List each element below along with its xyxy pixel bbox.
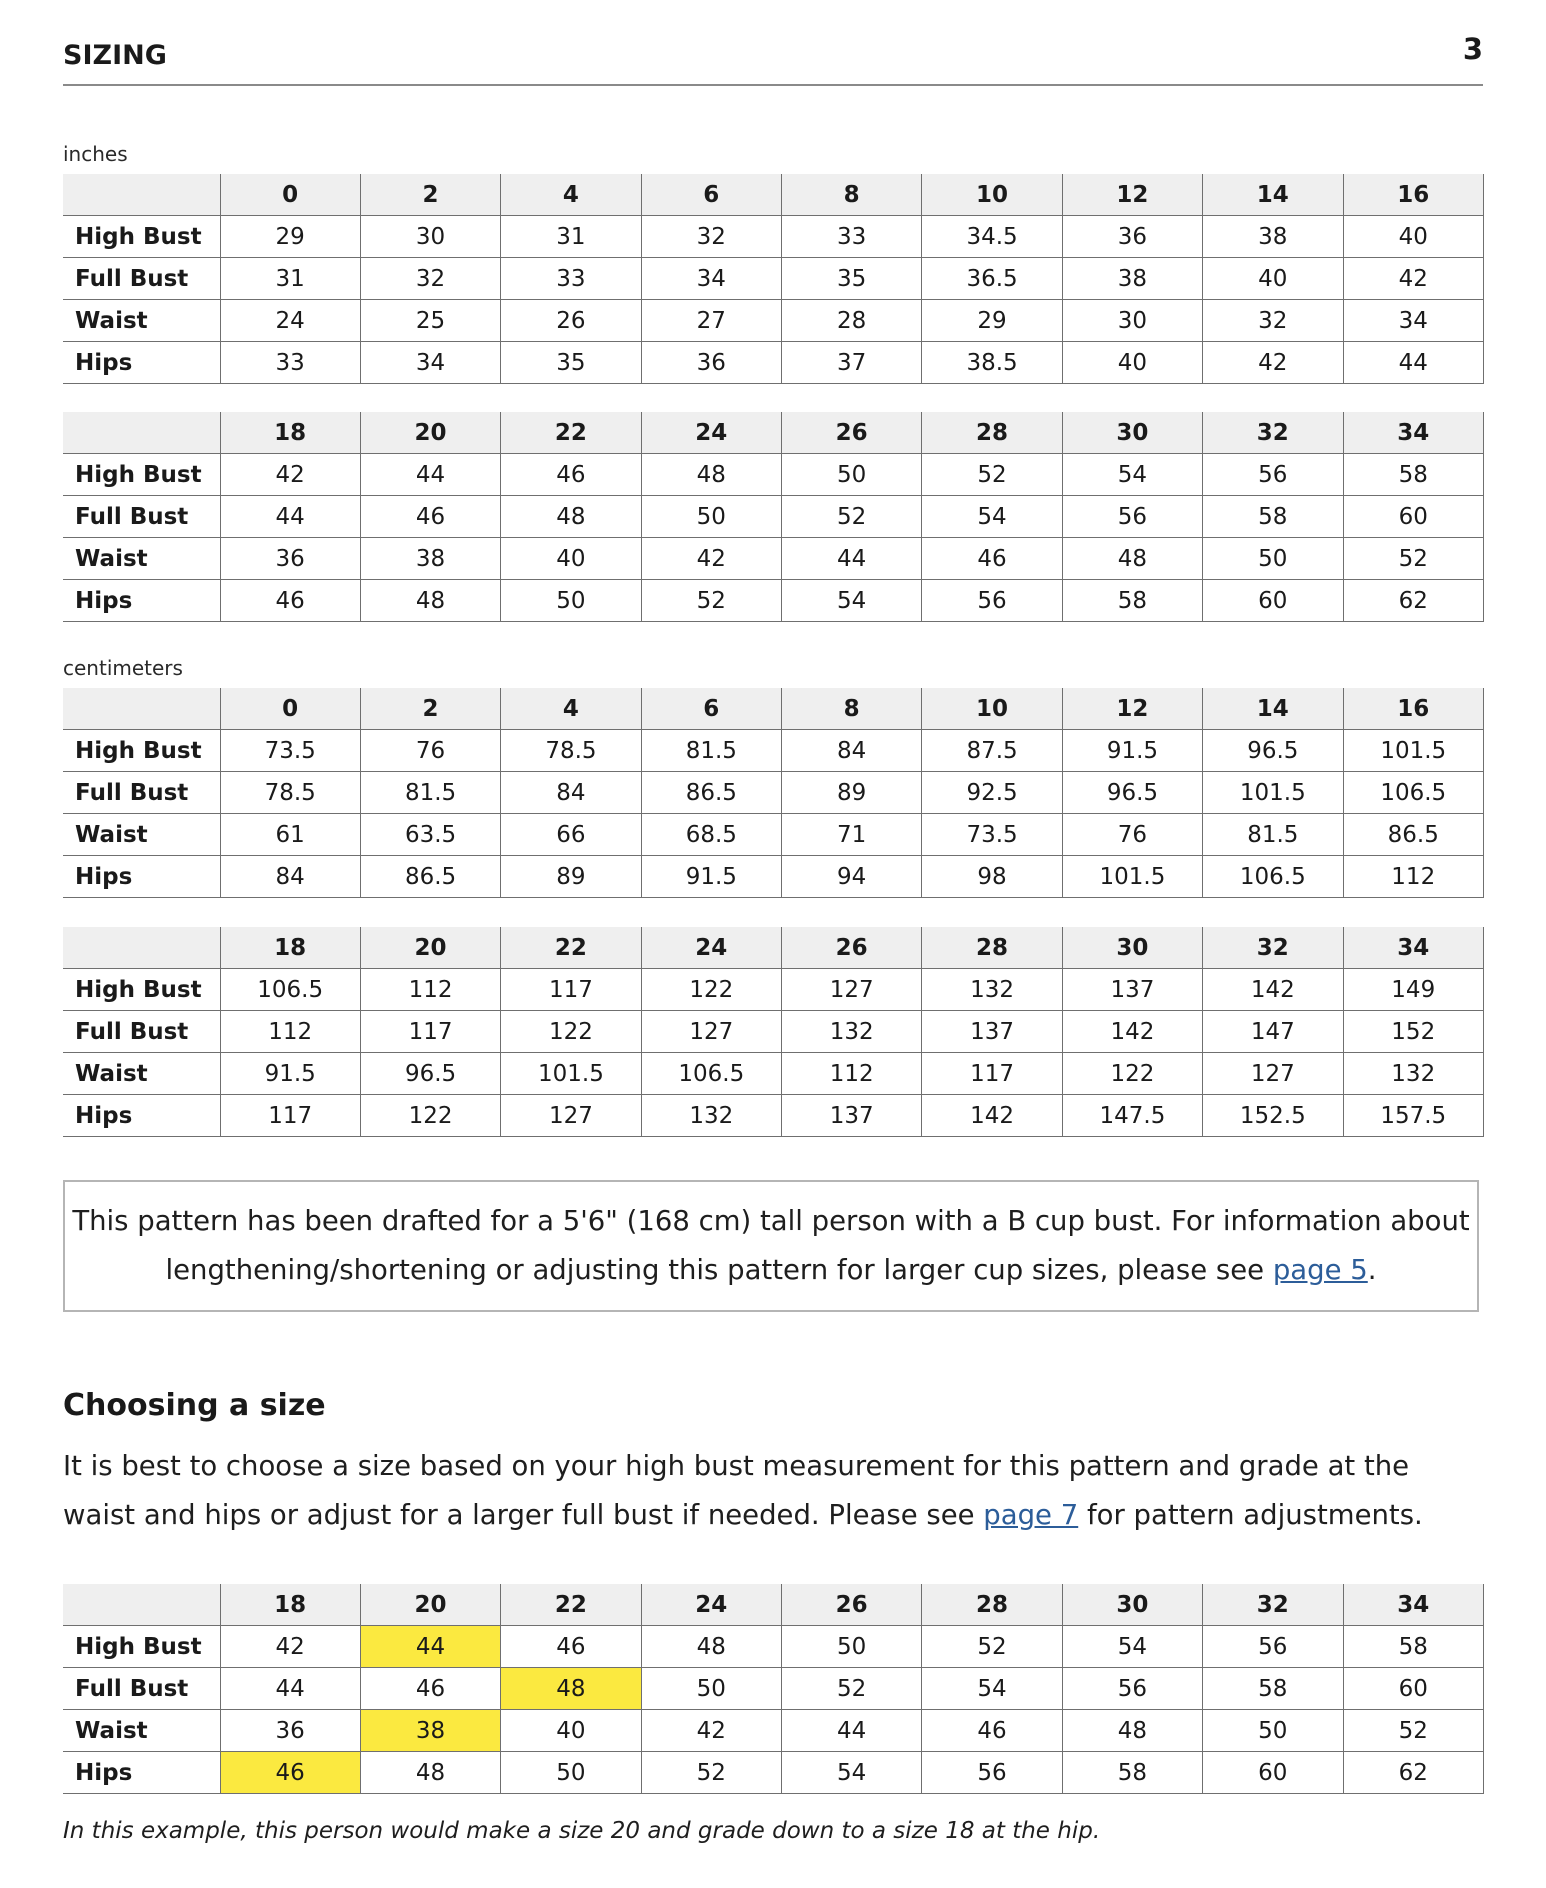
measurement-cell: 52 bbox=[641, 580, 781, 622]
size-header: 2 bbox=[360, 174, 500, 216]
measurement-cell: 29 bbox=[220, 216, 360, 258]
measurement-cell: 32 bbox=[360, 258, 500, 300]
table-row bbox=[63, 1095, 1484, 1137]
measurement-cell: 84 bbox=[501, 772, 641, 814]
measurement-cell: 52 bbox=[1343, 538, 1484, 580]
measurement-cell: 89 bbox=[501, 856, 641, 898]
table-row bbox=[63, 1710, 1484, 1752]
measurement-cell: 149 bbox=[1343, 969, 1484, 1011]
measurement-cell: 50 bbox=[501, 1752, 641, 1794]
header-corner bbox=[63, 174, 220, 216]
size-header: 32 bbox=[1203, 1584, 1343, 1626]
measurement-cell: 62 bbox=[1343, 1752, 1484, 1794]
size-header: 12 bbox=[1062, 688, 1202, 730]
measurement-cell: 56 bbox=[1062, 1668, 1202, 1710]
measurement-cell: 40 bbox=[1343, 216, 1484, 258]
measurement-cell: 50 bbox=[782, 1626, 922, 1668]
measurement-cell: 73.5 bbox=[220, 730, 360, 772]
measurement-cell: 42 bbox=[1343, 258, 1484, 300]
measurement-cell: 58 bbox=[1203, 496, 1343, 538]
measurement-cell: 38 bbox=[360, 538, 500, 580]
size-header-row bbox=[63, 688, 1484, 730]
measurement-cell: 54 bbox=[782, 580, 922, 622]
row-label: Full Bust bbox=[63, 1668, 220, 1710]
measurement-cell: 76 bbox=[360, 730, 500, 772]
table-row bbox=[63, 300, 1484, 342]
measurement-cell: 91.5 bbox=[220, 1053, 360, 1095]
measurement-cell: 71 bbox=[782, 814, 922, 856]
table-row bbox=[63, 772, 1484, 814]
size-header: 34 bbox=[1343, 1584, 1484, 1626]
measurement-cell: 35 bbox=[782, 258, 922, 300]
row-label: High Bust bbox=[63, 730, 220, 772]
measurement-cell: 48 bbox=[360, 580, 500, 622]
measurement-cell: 132 bbox=[1343, 1053, 1484, 1095]
page-5-link[interactable]: page 5 bbox=[1272, 1254, 1368, 1286]
measurement-cell: 48 bbox=[1062, 538, 1202, 580]
choosing-text: It is best to choose a size based on your high bust measurement for this pattern and grade at the waist and hips or adjust for a larger full bust if needed. Please see bbox=[63, 1450, 1410, 1531]
size-header-row bbox=[63, 174, 1484, 216]
measurement-cell: 30 bbox=[1062, 300, 1202, 342]
row-label: Waist bbox=[63, 814, 220, 856]
measurement-cell: 87.5 bbox=[922, 730, 1062, 772]
measurement-cell: 117 bbox=[922, 1053, 1062, 1095]
example-size-table bbox=[63, 1584, 1484, 1794]
measurement-cell: 24 bbox=[220, 300, 360, 342]
measurement-cell: 63.5 bbox=[360, 814, 500, 856]
measurement-cell: 50 bbox=[1203, 538, 1343, 580]
measurement-cell: 34 bbox=[1343, 300, 1484, 342]
measurement-cell: 132 bbox=[641, 1095, 781, 1137]
measurement-cell: 50 bbox=[1203, 1710, 1343, 1752]
table-row bbox=[63, 258, 1484, 300]
table-row bbox=[63, 969, 1484, 1011]
table-row bbox=[63, 580, 1484, 622]
highlighted-measurement-cell: 44 bbox=[360, 1626, 500, 1668]
measurement-cell: 127 bbox=[782, 969, 922, 1011]
size-header: 20 bbox=[360, 412, 500, 454]
measurement-cell: 122 bbox=[360, 1095, 500, 1137]
table-row bbox=[63, 538, 1484, 580]
measurement-cell: 52 bbox=[782, 1668, 922, 1710]
table-row bbox=[63, 454, 1484, 496]
measurement-cell: 38 bbox=[1062, 258, 1202, 300]
measurement-cell: 44 bbox=[220, 1668, 360, 1710]
measurement-cell: 56 bbox=[1062, 496, 1202, 538]
measurement-cell: 50 bbox=[501, 580, 641, 622]
table-row bbox=[63, 1011, 1484, 1053]
measurement-cell: 46 bbox=[360, 496, 500, 538]
row-label: High Bust bbox=[63, 454, 220, 496]
measurement-cell: 58 bbox=[1203, 1668, 1343, 1710]
measurement-cell: 38 bbox=[1203, 216, 1343, 258]
measurement-cell: 86.5 bbox=[1343, 814, 1484, 856]
measurement-cell: 58 bbox=[1343, 1626, 1484, 1668]
measurement-cell: 84 bbox=[782, 730, 922, 772]
measurement-cell: 40 bbox=[1062, 342, 1202, 384]
measurement-cell: 46 bbox=[501, 1626, 641, 1668]
measurement-cell: 142 bbox=[922, 1095, 1062, 1137]
measurement-cell: 32 bbox=[641, 216, 781, 258]
table-row bbox=[63, 1752, 1484, 1794]
row-label: Hips bbox=[63, 856, 220, 898]
table-row bbox=[63, 496, 1484, 538]
measurement-cell: 73.5 bbox=[922, 814, 1062, 856]
centimeters-label: centimeters bbox=[63, 656, 183, 680]
measurement-cell: 137 bbox=[782, 1095, 922, 1137]
measurement-cell: 52 bbox=[1343, 1710, 1484, 1752]
measurement-cell: 86.5 bbox=[360, 856, 500, 898]
measurement-cell: 56 bbox=[1203, 454, 1343, 496]
measurement-cell: 127 bbox=[501, 1095, 641, 1137]
inches-table-sizes-18-34 bbox=[63, 412, 1484, 622]
measurement-cell: 68.5 bbox=[641, 814, 781, 856]
measurement-cell: 42 bbox=[220, 1626, 360, 1668]
measurement-cell: 152.5 bbox=[1203, 1095, 1343, 1137]
measurement-cell: 42 bbox=[1203, 342, 1343, 384]
row-label: Full Bust bbox=[63, 772, 220, 814]
size-header: 6 bbox=[641, 688, 781, 730]
measurement-cell: 40 bbox=[501, 1710, 641, 1752]
measurement-cell: 58 bbox=[1062, 580, 1202, 622]
size-header-row bbox=[63, 1584, 1484, 1626]
measurement-cell: 46 bbox=[220, 580, 360, 622]
measurement-cell: 137 bbox=[1062, 969, 1202, 1011]
size-header: 30 bbox=[1062, 412, 1202, 454]
measurement-cell: 54 bbox=[922, 496, 1062, 538]
size-header-row bbox=[63, 927, 1484, 969]
measurement-cell: 91.5 bbox=[1062, 730, 1202, 772]
measurement-cell: 106.5 bbox=[1343, 772, 1484, 814]
measurement-cell: 46 bbox=[360, 1668, 500, 1710]
measurement-cell: 44 bbox=[782, 538, 922, 580]
measurement-cell: 117 bbox=[220, 1095, 360, 1137]
measurement-cell: 50 bbox=[641, 496, 781, 538]
measurement-cell: 36.5 bbox=[922, 258, 1062, 300]
measurement-cell: 40 bbox=[1203, 258, 1343, 300]
measurement-cell: 60 bbox=[1343, 1668, 1484, 1710]
row-label: Waist bbox=[63, 1710, 220, 1752]
table-row bbox=[63, 814, 1484, 856]
measurement-cell: 54 bbox=[1062, 1626, 1202, 1668]
measurement-cell: 117 bbox=[501, 969, 641, 1011]
measurement-cell: 62 bbox=[1343, 580, 1484, 622]
measurement-cell: 84 bbox=[220, 856, 360, 898]
measurement-cell: 29 bbox=[922, 300, 1062, 342]
measurement-cell: 33 bbox=[782, 216, 922, 258]
size-header: 26 bbox=[782, 412, 922, 454]
measurement-cell: 152 bbox=[1343, 1011, 1484, 1053]
size-header: 18 bbox=[220, 927, 360, 969]
page-title: SIZING bbox=[63, 40, 167, 71]
size-header: 30 bbox=[1062, 927, 1202, 969]
size-header: 8 bbox=[782, 174, 922, 216]
measurement-cell: 106.5 bbox=[220, 969, 360, 1011]
measurement-cell: 36 bbox=[220, 1710, 360, 1752]
row-label: High Bust bbox=[63, 216, 220, 258]
measurement-cell: 32 bbox=[1203, 300, 1343, 342]
header-corner bbox=[63, 412, 220, 454]
measurement-cell: 27 bbox=[641, 300, 781, 342]
measurement-cell: 42 bbox=[220, 454, 360, 496]
page-7-link[interactable]: page 7 bbox=[983, 1499, 1079, 1531]
measurement-cell: 122 bbox=[1062, 1053, 1202, 1095]
measurement-cell: 52 bbox=[641, 1752, 781, 1794]
size-header: 0 bbox=[220, 688, 360, 730]
size-header: 16 bbox=[1343, 174, 1484, 216]
measurement-cell: 34.5 bbox=[922, 216, 1062, 258]
measurement-cell: 31 bbox=[220, 258, 360, 300]
measurement-cell: 58 bbox=[1343, 454, 1484, 496]
page-header bbox=[63, 0, 1483, 86]
measurement-cell: 86.5 bbox=[641, 772, 781, 814]
measurement-cell: 89 bbox=[782, 772, 922, 814]
size-header: 28 bbox=[922, 927, 1062, 969]
size-header: 28 bbox=[922, 412, 1062, 454]
measurement-cell: 78.5 bbox=[220, 772, 360, 814]
choosing-text-end: for pattern adjustments. bbox=[1078, 1499, 1423, 1531]
measurement-cell: 36 bbox=[641, 342, 781, 384]
measurement-cell: 96.5 bbox=[360, 1053, 500, 1095]
measurement-cell: 142 bbox=[1203, 969, 1343, 1011]
measurement-cell: 101.5 bbox=[1343, 730, 1484, 772]
measurement-cell: 117 bbox=[360, 1011, 500, 1053]
measurement-cell: 42 bbox=[641, 1710, 781, 1752]
size-header: 10 bbox=[922, 174, 1062, 216]
measurement-cell: 50 bbox=[641, 1668, 781, 1710]
measurement-cell: 34 bbox=[360, 342, 500, 384]
table-row bbox=[63, 1053, 1484, 1095]
table-row bbox=[63, 1626, 1484, 1668]
measurement-cell: 48 bbox=[1062, 1710, 1202, 1752]
size-header: 22 bbox=[501, 927, 641, 969]
size-header: 24 bbox=[641, 1584, 781, 1626]
measurement-cell: 81.5 bbox=[360, 772, 500, 814]
measurement-cell: 50 bbox=[782, 454, 922, 496]
measurement-cell: 76 bbox=[1062, 814, 1202, 856]
measurement-cell: 81.5 bbox=[641, 730, 781, 772]
measurement-cell: 52 bbox=[782, 496, 922, 538]
measurement-cell: 25 bbox=[360, 300, 500, 342]
size-header: 10 bbox=[922, 688, 1062, 730]
measurement-cell: 48 bbox=[360, 1752, 500, 1794]
measurement-cell: 112 bbox=[782, 1053, 922, 1095]
row-label: High Bust bbox=[63, 969, 220, 1011]
row-label: Hips bbox=[63, 1752, 220, 1794]
measurement-cell: 81.5 bbox=[1203, 814, 1343, 856]
size-header: 24 bbox=[641, 412, 781, 454]
row-label: Full Bust bbox=[63, 1011, 220, 1053]
choosing-size-text bbox=[63, 1442, 1483, 1540]
measurement-cell: 44 bbox=[782, 1710, 922, 1752]
size-header-row bbox=[63, 412, 1484, 454]
measurement-cell: 60 bbox=[1343, 496, 1484, 538]
size-header: 12 bbox=[1062, 174, 1202, 216]
measurement-cell: 58 bbox=[1062, 1752, 1202, 1794]
size-header: 26 bbox=[782, 1584, 922, 1626]
size-header: 16 bbox=[1343, 688, 1484, 730]
measurement-cell: 112 bbox=[220, 1011, 360, 1053]
measurement-cell: 127 bbox=[641, 1011, 781, 1053]
measurement-cell: 52 bbox=[922, 454, 1062, 496]
measurement-cell: 101.5 bbox=[1203, 772, 1343, 814]
measurement-cell: 52 bbox=[922, 1626, 1062, 1668]
size-header: 20 bbox=[360, 927, 500, 969]
inches-label: inches bbox=[63, 142, 128, 166]
size-header: 0 bbox=[220, 174, 360, 216]
size-header: 22 bbox=[501, 1584, 641, 1626]
measurement-cell: 33 bbox=[501, 258, 641, 300]
row-label: Waist bbox=[63, 300, 220, 342]
measurement-cell: 106.5 bbox=[641, 1053, 781, 1095]
measurement-cell: 122 bbox=[641, 969, 781, 1011]
measurement-cell: 66 bbox=[501, 814, 641, 856]
measurement-cell: 78.5 bbox=[501, 730, 641, 772]
example-caption: In this example, this person would make a size 20 and grade down to a size 18 at the hip. bbox=[63, 1818, 1101, 1844]
measurement-cell: 54 bbox=[1062, 454, 1202, 496]
table-row bbox=[63, 1668, 1484, 1710]
size-header: 34 bbox=[1343, 927, 1484, 969]
measurement-cell: 132 bbox=[782, 1011, 922, 1053]
measurement-cell: 35 bbox=[501, 342, 641, 384]
measurement-cell: 157.5 bbox=[1343, 1095, 1484, 1137]
measurement-cell: 44 bbox=[1343, 342, 1484, 384]
measurement-cell: 44 bbox=[360, 454, 500, 496]
measurement-cell: 60 bbox=[1203, 1752, 1343, 1794]
measurement-cell: 122 bbox=[501, 1011, 641, 1053]
size-header: 34 bbox=[1343, 412, 1484, 454]
table-row bbox=[63, 342, 1484, 384]
measurement-cell: 56 bbox=[922, 580, 1062, 622]
measurement-cell: 94 bbox=[782, 856, 922, 898]
table-row bbox=[63, 856, 1484, 898]
note-text: This pattern has been drafted for a 5'6" (168 cm) tall person with a B cup bust. For information about lengthening/shortening or adjusting this pattern for larger cup sizes, please see bbox=[72, 1205, 1470, 1286]
measurement-cell: 31 bbox=[501, 216, 641, 258]
measurement-cell: 96.5 bbox=[1203, 730, 1343, 772]
size-header: 32 bbox=[1203, 412, 1343, 454]
measurement-cell: 54 bbox=[782, 1752, 922, 1794]
size-header: 14 bbox=[1203, 174, 1343, 216]
row-label: Hips bbox=[63, 342, 220, 384]
size-header: 18 bbox=[220, 1584, 360, 1626]
size-header: 32 bbox=[1203, 927, 1343, 969]
measurement-cell: 48 bbox=[641, 454, 781, 496]
measurement-cell: 54 bbox=[922, 1668, 1062, 1710]
measurement-cell: 61 bbox=[220, 814, 360, 856]
measurement-cell: 38.5 bbox=[922, 342, 1062, 384]
measurement-cell: 48 bbox=[641, 1626, 781, 1668]
inches-table-sizes-0-16 bbox=[63, 174, 1484, 384]
measurement-cell: 56 bbox=[922, 1752, 1062, 1794]
drafting-note bbox=[63, 1180, 1479, 1312]
size-header: 4 bbox=[501, 174, 641, 216]
measurement-cell: 36 bbox=[1062, 216, 1202, 258]
size-header: 18 bbox=[220, 412, 360, 454]
table-row bbox=[63, 730, 1484, 772]
size-header: 14 bbox=[1203, 688, 1343, 730]
row-label: High Bust bbox=[63, 1626, 220, 1668]
measurement-cell: 28 bbox=[782, 300, 922, 342]
note-text-end: . bbox=[1367, 1254, 1377, 1286]
highlighted-measurement-cell: 38 bbox=[360, 1710, 500, 1752]
size-header: 30 bbox=[1062, 1584, 1202, 1626]
size-header: 8 bbox=[782, 688, 922, 730]
measurement-cell: 30 bbox=[360, 216, 500, 258]
header-corner bbox=[63, 1584, 220, 1626]
measurement-cell: 92.5 bbox=[922, 772, 1062, 814]
measurement-cell: 56 bbox=[1203, 1626, 1343, 1668]
measurement-cell: 46 bbox=[922, 1710, 1062, 1752]
measurement-cell: 46 bbox=[922, 538, 1062, 580]
measurement-cell: 96.5 bbox=[1062, 772, 1202, 814]
measurement-cell: 26 bbox=[501, 300, 641, 342]
measurement-cell: 44 bbox=[220, 496, 360, 538]
row-label: Full Bust bbox=[63, 258, 220, 300]
highlighted-measurement-cell: 48 bbox=[501, 1668, 641, 1710]
page-number: 3 bbox=[1462, 32, 1483, 66]
row-label: Waist bbox=[63, 538, 220, 580]
cm-table-sizes-18-34 bbox=[63, 927, 1484, 1137]
size-header: 26 bbox=[782, 927, 922, 969]
measurement-cell: 36 bbox=[220, 538, 360, 580]
highlighted-measurement-cell: 46 bbox=[220, 1752, 360, 1794]
measurement-cell: 147.5 bbox=[1062, 1095, 1202, 1137]
measurement-cell: 127 bbox=[1203, 1053, 1343, 1095]
measurement-cell: 142 bbox=[1062, 1011, 1202, 1053]
size-header: 6 bbox=[641, 174, 781, 216]
measurement-cell: 137 bbox=[922, 1011, 1062, 1053]
measurement-cell: 34 bbox=[641, 258, 781, 300]
measurement-cell: 98 bbox=[922, 856, 1062, 898]
measurement-cell: 101.5 bbox=[1062, 856, 1202, 898]
cm-table-sizes-0-16 bbox=[63, 688, 1484, 898]
row-label: Full Bust bbox=[63, 496, 220, 538]
measurement-cell: 37 bbox=[782, 342, 922, 384]
measurement-cell: 147 bbox=[1203, 1011, 1343, 1053]
size-header: 2 bbox=[360, 688, 500, 730]
header-corner bbox=[63, 688, 220, 730]
measurement-cell: 42 bbox=[641, 538, 781, 580]
table-row bbox=[63, 216, 1484, 258]
row-label: Hips bbox=[63, 580, 220, 622]
row-label: Hips bbox=[63, 1095, 220, 1137]
measurement-cell: 40 bbox=[501, 538, 641, 580]
size-header: 4 bbox=[501, 688, 641, 730]
measurement-cell: 91.5 bbox=[641, 856, 781, 898]
size-header: 24 bbox=[641, 927, 781, 969]
row-label: Waist bbox=[63, 1053, 220, 1095]
measurement-cell: 106.5 bbox=[1203, 856, 1343, 898]
measurement-cell: 60 bbox=[1203, 580, 1343, 622]
size-header: 20 bbox=[360, 1584, 500, 1626]
size-header: 28 bbox=[922, 1584, 1062, 1626]
measurement-cell: 132 bbox=[922, 969, 1062, 1011]
measurement-cell: 48 bbox=[501, 496, 641, 538]
measurement-cell: 112 bbox=[360, 969, 500, 1011]
measurement-cell: 46 bbox=[501, 454, 641, 496]
measurement-cell: 112 bbox=[1343, 856, 1484, 898]
measurement-cell: 33 bbox=[220, 342, 360, 384]
size-header: 22 bbox=[501, 412, 641, 454]
header-corner bbox=[63, 927, 220, 969]
choosing-size-heading: Choosing a size bbox=[63, 1388, 326, 1423]
measurement-cell: 101.5 bbox=[501, 1053, 641, 1095]
